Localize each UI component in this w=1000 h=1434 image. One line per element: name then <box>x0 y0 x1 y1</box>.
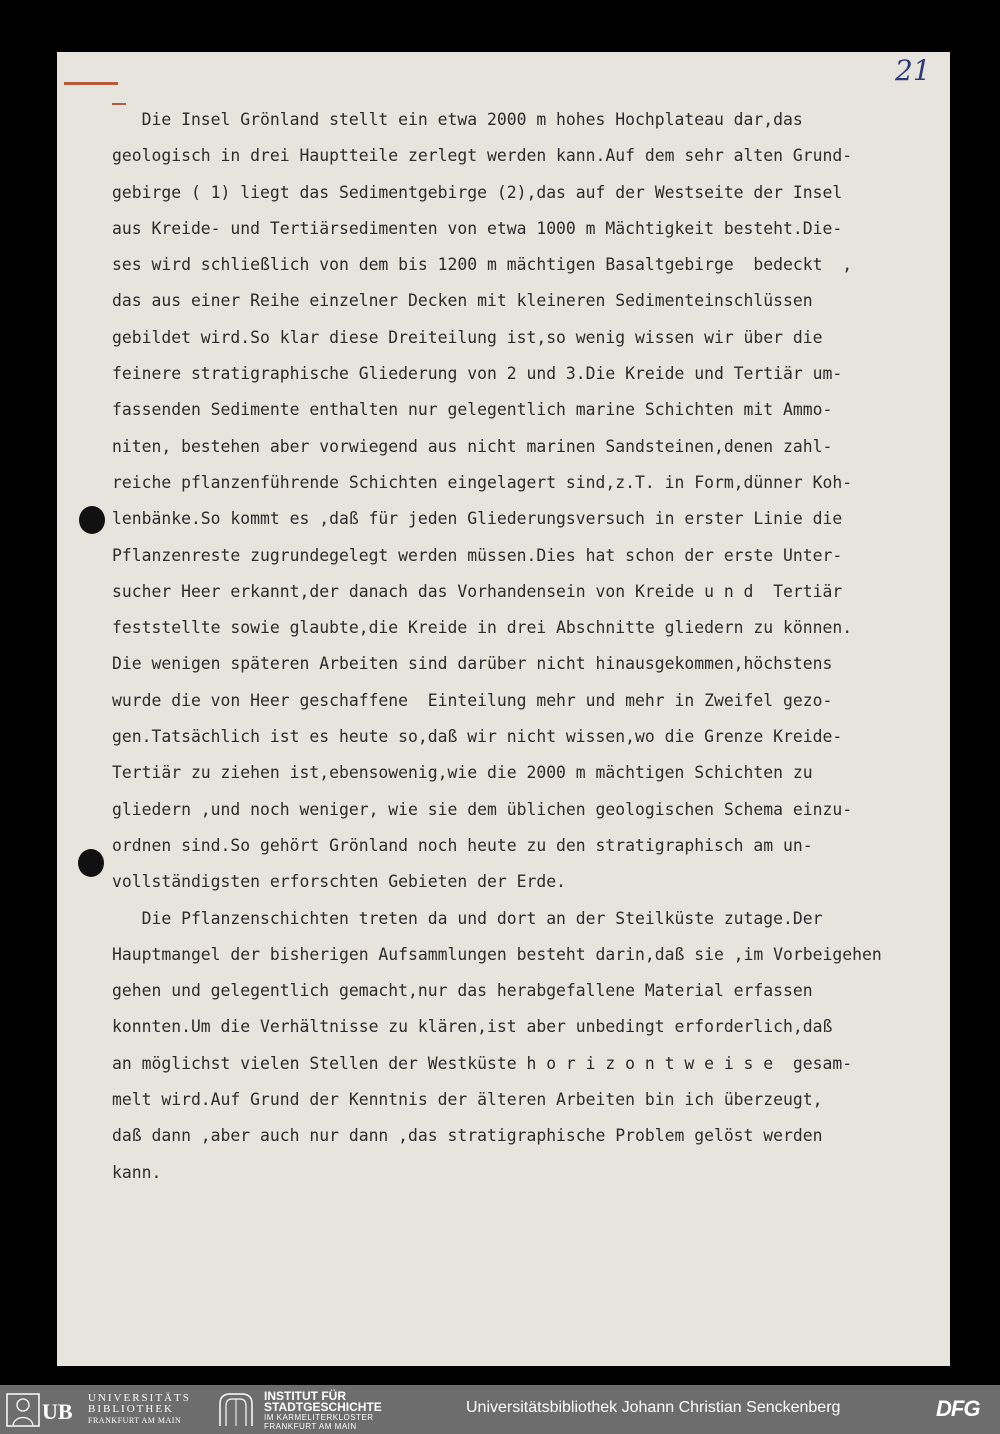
text-line: vollständigsten erforschten Gebieten der Erde. <box>112 872 566 892</box>
text-line: kann. <box>112 1162 162 1182</box>
dfg-logo: DFG <box>936 1396 980 1421</box>
ub-line: FRANKFURT AM MAIN <box>88 1416 182 1425</box>
text-line: lenbänke.So kommt es ,daß für jeden Gliederungsversuch in erster Linie die <box>112 509 843 529</box>
page-number: 21 <box>895 54 931 87</box>
text-line: gen.Tatsächlich ist es heute so,daß wir nicht wissen,wo die Grenze Kreide- <box>112 727 843 747</box>
text-line: Pflanzenreste zugrundegelegt werden müssen.Dies hat schon der erste Unter- <box>112 545 843 565</box>
ub-logo-icon <box>6 1393 86 1427</box>
text-line: gebirge ( 1) liegt das Sedimentgebirge (2),das auf der Westseite der Insel <box>112 182 843 202</box>
text-line: Die Pflanzenschichten treten da und dort an der Steilküste zutage.Der <box>112 908 823 928</box>
text-line: an möglichst vielen Stellen der Westküste h o r i z o n t w e i s e gesam- <box>112 1053 853 1073</box>
isg-line: FRANKFURT AM MAIN <box>264 1422 357 1431</box>
text-line: ses wird schließlich von dem bis 1200 m mächtigen Basaltgebirge bedeckt , <box>112 255 853 275</box>
footer-bar <box>0 1385 1000 1434</box>
punch-hole <box>78 849 104 877</box>
text-line: Hauptmangel der bisherigen Aufsammlungen besteht darin,daß sie ,im Vorbeigehen <box>112 944 882 964</box>
typed-text-body <box>112 102 960 1191</box>
text-line: aus Kreide- und Tertiärsedimenten von etwa 1000 m Mächtigkeit besteht.Die- <box>112 218 843 238</box>
text-line: feststellte sowie glaubte,die Kreide in drei Abschnitte gliedern zu können. <box>112 618 853 638</box>
ub-line: BIBLIOTHEK <box>88 1403 174 1415</box>
isg-wordmark <box>264 1391 382 1431</box>
text-line: ordnen sind.So gehört Grönland noch heute zu den stratigraphisch am un- <box>112 835 813 855</box>
text-line: fassenden Sedimente enthalten nur gelegentlich marine Schichten mit Ammo- <box>112 400 833 420</box>
text-line: geologisch in drei Hauptteile zerlegt werden kann.Auf dem sehr alten Grund- <box>112 146 853 166</box>
text-line: reiche pflanzenführende Schichten eingelagert sind,z.T. in Form,dünner Koh- <box>112 472 853 492</box>
text-line: sucher Heer erkannt,der danach das Vorhandensein von Kreide u n d Tertiär <box>112 581 843 601</box>
isg-line: IM KARMELITERKLOSTER <box>264 1413 374 1422</box>
isg-line: STADTGESCHICHTE <box>264 1400 382 1414</box>
text-line: feinere stratigraphische Gliederung von 2 und 3.Die Kreide und Tertiär um- <box>112 364 843 384</box>
text-line: Tertiär zu ziehen ist,ebensowenig,wie die 2000 m mächtigen Schichten zu <box>112 763 813 783</box>
svg-text:UB: UB <box>42 1399 73 1424</box>
margin-mark <box>64 82 118 85</box>
ub-line: UNIVERSITÄTS <box>88 1392 191 1404</box>
ub-wordmark <box>88 1393 191 1426</box>
text-line: konnten.Um die Verhältnisse zu klären,ist aber unbedingt erforderlich,daß <box>112 1017 833 1037</box>
text-line: gliedern ,und noch weniger, wie sie dem üblichen geologischen Schema einzu- <box>112 799 853 819</box>
text-line: wurde die von Heer geschaffene Einteilung mehr und mehr in Zweifel gezo- <box>112 690 833 710</box>
text-line: gebildet wird.So klar diese Dreiteilung ist,so wenig wissen wir über die <box>112 327 823 347</box>
text-line: gehen und gelegentlich gemacht,nur das herabgefallene Material erfassen <box>112 981 813 1001</box>
text-line: niten, bestehen aber vorwiegend aus nicht marinen Sandsteinen,denen zahl- <box>112 436 833 456</box>
text-line: Die Insel Grönland stellt ein etwa 2000 m hohes Hochplateau dar,das <box>112 110 803 129</box>
text-line: das aus einer Reihe einzelner Decken mit kleineren Sedimenteinschlüssen <box>112 291 813 311</box>
library-name: Universitätsbibliothek Johann Christian Senckenberg <box>466 1399 841 1416</box>
isg-logo-icon <box>216 1392 256 1427</box>
text-line: daß dann ,aber auch nur dann ,das stratigraphische Problem gelöst werden <box>112 1126 823 1146</box>
isg-line: INSTITUT FÜR <box>264 1389 346 1403</box>
text-line: Die wenigen späteren Arbeiten sind darüber nicht hinausgekommen,höchstens <box>112 654 833 674</box>
punch-hole <box>79 506 105 534</box>
text-line: melt wird.Auf Grund der Kenntnis der älteren Arbeiten bin ich überzeugt, <box>112 1090 823 1110</box>
